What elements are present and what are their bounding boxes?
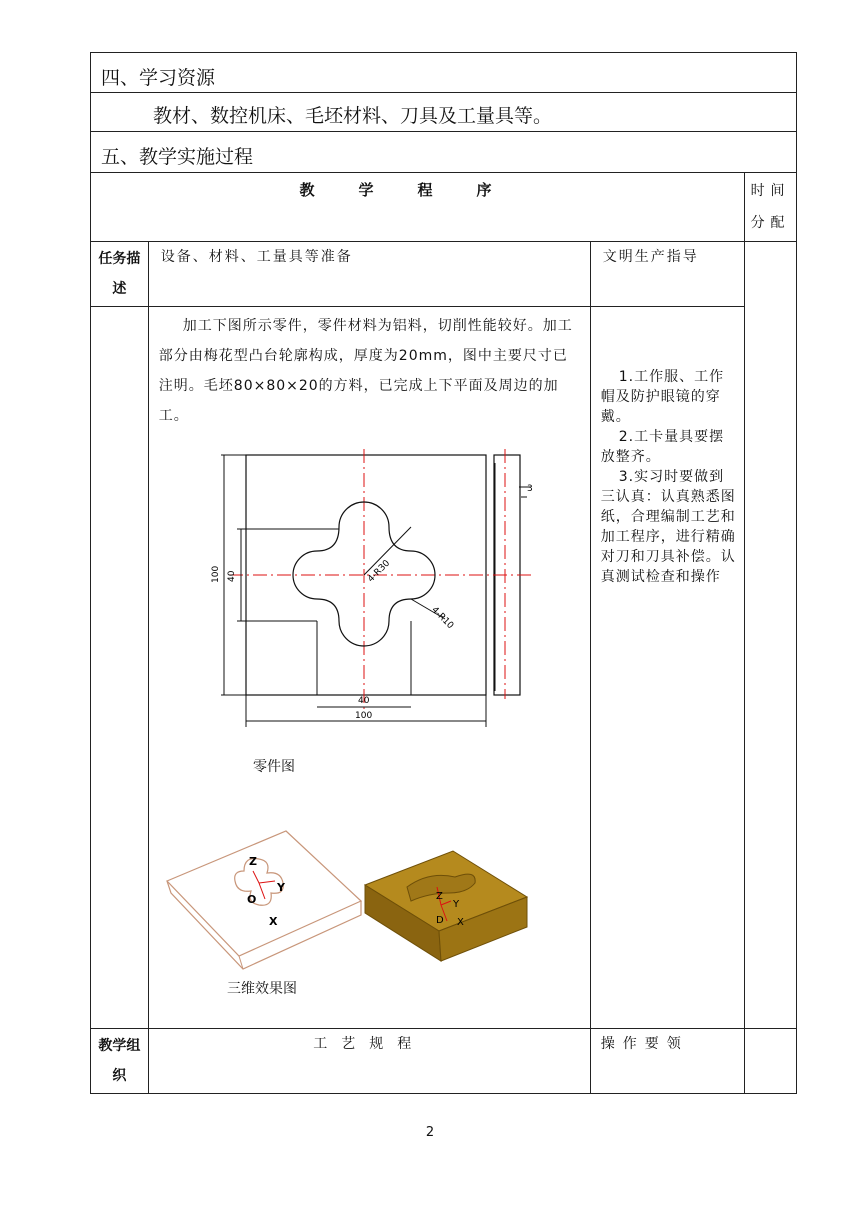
header-time: 时间分配 — [745, 173, 797, 242]
guide-heading: 文明生产指导 — [590, 242, 744, 307]
org-label: 教学组织 — [91, 1029, 149, 1094]
resources-text: 教材、数控机床、毛坯材料、刀具及工量具等。 — [90, 92, 797, 132]
org-time-cell — [745, 1029, 797, 1094]
dim-100-vertical: 100 — [210, 565, 221, 583]
drawing-caption: 零件图 — [252, 759, 295, 775]
guide-item-2: 2.工卡量具要摆放整齐。 — [600, 429, 725, 465]
axis-d-label: D — [435, 915, 444, 926]
operation-points: 操作要领 — [590, 1029, 744, 1094]
guide-item-1: 1.工作服、工作帽及防护眼镜的穿戴。 — [600, 369, 725, 425]
axis-x2-label: X — [456, 917, 464, 928]
process-spec: 工艺规程 — [148, 1029, 590, 1094]
section-heading-process: 五、教学实施过程 — [90, 131, 797, 173]
dim-100-horizontal: 100 — [354, 711, 372, 721]
dim-r10: 4-R10 — [429, 605, 455, 632]
dim-r30: 4-R30 — [366, 558, 392, 585]
axis-y2-label: Y — [452, 899, 459, 910]
dim-40-vertical: 40 — [226, 570, 237, 582]
view3d-caption: 三维效果图 — [226, 981, 297, 997]
part-drawing — [149, 431, 589, 1021]
shaded-3d — [365, 851, 527, 961]
content-cell — [148, 307, 590, 1029]
time-cell — [745, 242, 797, 1029]
process-table — [90, 172, 797, 1094]
axis-y-label: Y — [276, 881, 285, 894]
dim-side-label: 3 — [526, 484, 533, 494]
task-label: 任务描述 — [91, 242, 149, 307]
wireframe-3d — [167, 831, 361, 969]
empty-label-cell — [91, 307, 149, 1029]
section-heading-resources: 四、学习资源 — [90, 52, 797, 93]
axis-o-label: O — [246, 893, 257, 906]
guide-cell — [590, 307, 744, 1029]
guide-list — [591, 307, 744, 587]
axis-x-label: X — [268, 915, 278, 928]
dim-40-horizontal: 40 — [357, 696, 370, 706]
header-program: 教学程序 — [91, 173, 745, 242]
page-number: 2 — [425, 1125, 435, 1140]
body-text: 加工下图所示零件，零件材料为铝料，切削性能较好。加工部分由梅花型凸台轮廓构成，厚度为20mm，图中主要尺寸已注明。毛坯80×80×20的方料，已完成上下平面及周边的加工。 — [158, 318, 573, 424]
axis-z2-label: Z — [435, 891, 443, 902]
task-prep: 设备、材料、工量具等准备 — [148, 242, 590, 307]
axis-z-label: Z — [248, 855, 257, 868]
guide-item-3: 3.实习时要做到三认真：认真熟悉图纸，合理编制工艺和加工程序，进行精确对刀和刀具补偿。认真测试检查和操作 — [600, 469, 736, 585]
